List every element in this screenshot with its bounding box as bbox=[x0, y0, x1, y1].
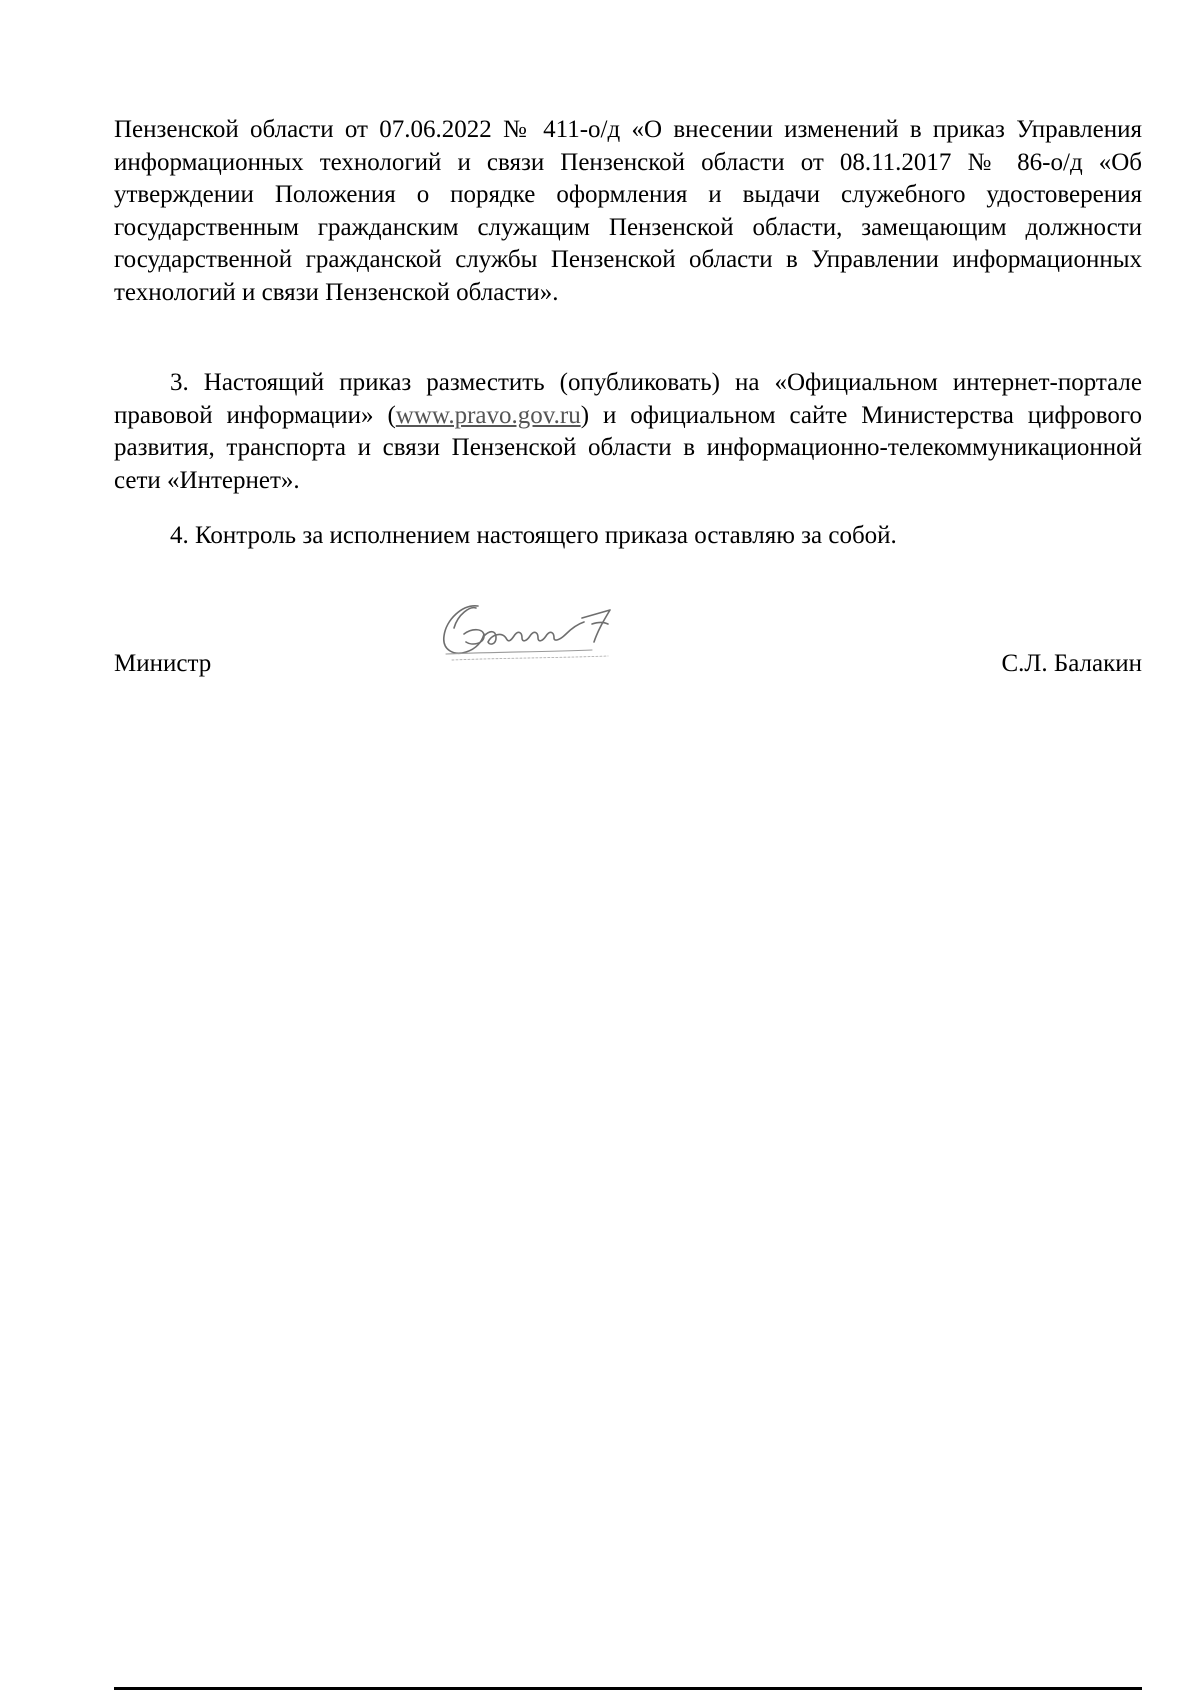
paragraph-3-text-before-link: 3. Настоящий приказ разместить (опубликовать) на «Официальном интернет-портале правовой информации» ( bbox=[114, 369, 1142, 429]
footer-rule bbox=[114, 1687, 1142, 1690]
signer-name: С.Л. Балакин bbox=[1001, 650, 1142, 677]
paragraph-3 bbox=[114, 367, 1142, 497]
paragraph-4: 4. Контроль за исполнением настоящего приказа оставляю за собой. bbox=[170, 522, 897, 549]
paragraph-continued: Пензенской области от 07.06.2022 № 411-о/д «О внесении изменений в приказ Управления информационных технологий и связи Пензенской области от 08.11.2017 № 86-о/д «Об утверждении Положения о порядке оформления и выдачи служебного удостоверения государственным гражданским служащим Пензенской области, замещающим должности государственной гражданской службы Пензенской области в Управлении информационных технологий и связи Пензенской области». bbox=[114, 116, 1142, 306]
pravo-gov-link[interactable]: www.pravo.gov.ru bbox=[395, 401, 581, 429]
position-title: Министр bbox=[114, 650, 212, 677]
paragraph-3-text-after-link: ) и официальном сайте Министерства цифрового развития, транспорта и связи Пензенской области в информационно-телекоммуникационной сети «Интернет». bbox=[114, 401, 1143, 494]
handwritten-signature bbox=[432, 594, 632, 678]
